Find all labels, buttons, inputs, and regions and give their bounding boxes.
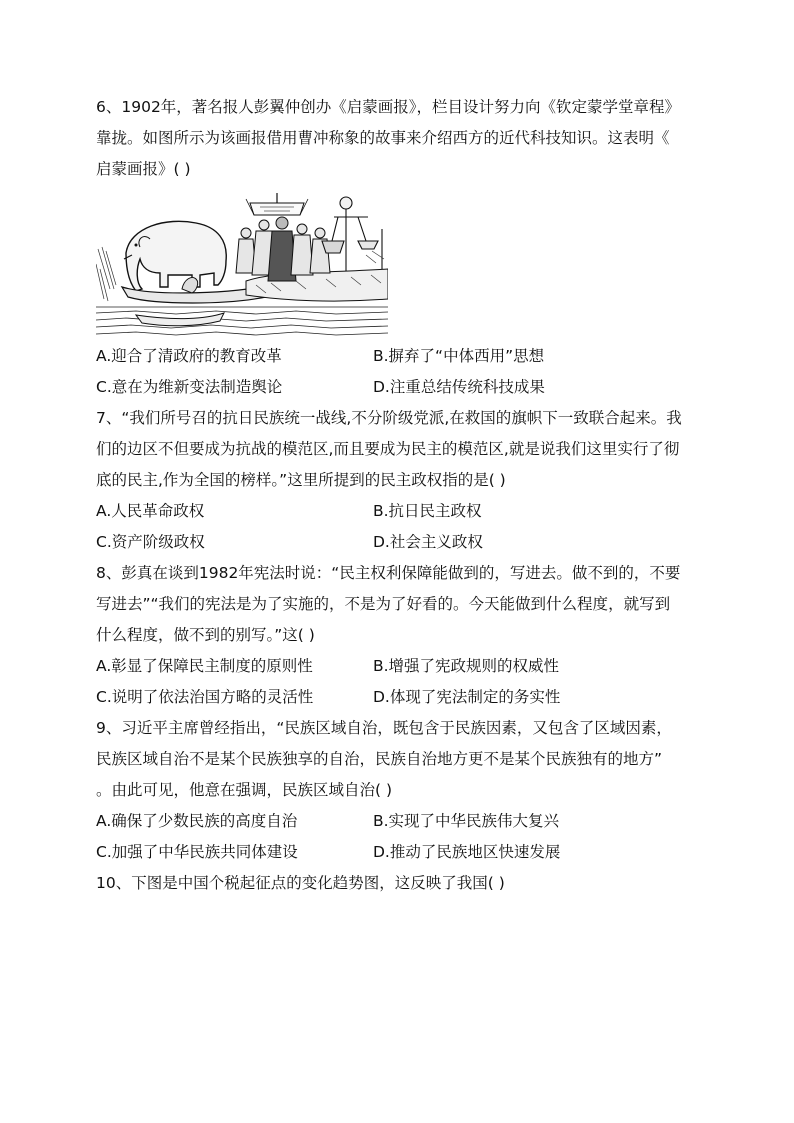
- question-8-line-1: 8、彭真在谈到1982年宪法时说：“民主权利保障能做到的，写进去。做不到的，不要: [96, 564, 681, 582]
- question-8-options-row-1: [96, 651, 696, 682]
- question-8-option-b[interactable]: B.增强了宪政规则的权威性: [373, 657, 560, 675]
- question-8-option-c[interactable]: C.说明了依法治国方略的灵活性: [96, 688, 314, 706]
- question-8-line-2: 写进去”“我们的宪法是为了实施的，不是为了好看的。今天能做到什么程度，就写到: [96, 595, 671, 613]
- question-8-option-d[interactable]: D.体现了宪法制定的务实性: [373, 688, 561, 706]
- question-9-option-d[interactable]: D.推动了民族地区快速发展: [373, 843, 561, 861]
- question-8-option-a[interactable]: A.彰显了保障民主制度的原则性: [96, 657, 313, 675]
- question-9-option-c[interactable]: C.加强了中华民族共同体建设: [96, 843, 298, 861]
- exam-page: [96, 92, 696, 899]
- question-6-option-a[interactable]: A.迎合了清政府的教育改革: [96, 347, 282, 365]
- question-7-line-1: 7、“我们所号召的抗日民族统一战线,不分阶级党派,在救国的旗帜下一致联合起来。我: [96, 409, 682, 427]
- question-7: [96, 403, 696, 558]
- question-9-options-row-2: [96, 837, 696, 868]
- question-10: [96, 868, 696, 899]
- question-6-line-1: 6、1902年，著名报人彭翼仲创办《启蒙画报》，栏目设计努力向《钦定蒙学堂章程》: [96, 98, 681, 116]
- question-6: [96, 92, 696, 403]
- question-7-option-c[interactable]: C.资产阶级政权: [96, 533, 205, 551]
- question-7-option-d[interactable]: D.社会主义政权: [373, 533, 483, 551]
- question-7-options-row-2: [96, 527, 696, 558]
- question-8-options-row-2: [96, 682, 696, 713]
- question-6-option-d[interactable]: D.注重总结传统科技成果: [373, 378, 545, 396]
- question-9-line-2: 民族区域自治不是某个民族独享的自治，民族自治地方更不是某个民族独有的地方”: [96, 750, 663, 768]
- question-7-option-b[interactable]: B.抗日民主政权: [373, 502, 482, 520]
- question-9: [96, 713, 696, 868]
- question-9-option-b[interactable]: B.实现了中华民族伟大复兴: [373, 812, 560, 830]
- question-10-line-1: 10、下图是中国个税起征点的变化趋势图，这反映了我国( ): [96, 874, 505, 892]
- question-8-line-3: 什么程度，做不到的别写。”这( ): [96, 626, 315, 644]
- question-7-line-2: 们的边区不但要成为抗战的模范区,而且要成为民主的模范区,就是说我们这里实行了彻: [96, 440, 680, 458]
- question-7-line-3: 底的民主,作为全国的榜样。”这里所提到的民主政权指的是( ): [96, 471, 506, 489]
- question-7-option-a[interactable]: A.人民革命政权: [96, 502, 205, 520]
- question-9-line-1: 9、习近平主席曾经指出，“民族区域自治，既包含于民族因素，又包含了区域因素，: [96, 719, 672, 737]
- question-6-option-b[interactable]: B.摒弃了“中体西用”思想: [373, 347, 545, 365]
- question-7-options-row-1: [96, 496, 696, 527]
- question-8: [96, 558, 696, 713]
- illustration-drawing: [96, 189, 388, 337]
- question-6-options-row-1: [96, 341, 696, 372]
- question-6-line-2: 靠拢。如图所示为该画报借用曹冲称象的故事来介绍西方的近代科技知识。这表明《: [96, 129, 670, 147]
- cao-chong-weighs-elephant-illustration: [96, 189, 388, 337]
- question-9-options-row-1: [96, 806, 696, 837]
- question-6-line-3: 启蒙画报》( ): [96, 160, 191, 178]
- question-6-option-c[interactable]: C.意在为维新变法制造舆论: [96, 378, 283, 396]
- question-9-line-3: 。由此可见，他意在强调，民族区域自治( ): [96, 781, 393, 799]
- question-6-options-row-2: [96, 372, 696, 403]
- question-9-option-a[interactable]: A.确保了少数民族的高度自治: [96, 812, 298, 830]
